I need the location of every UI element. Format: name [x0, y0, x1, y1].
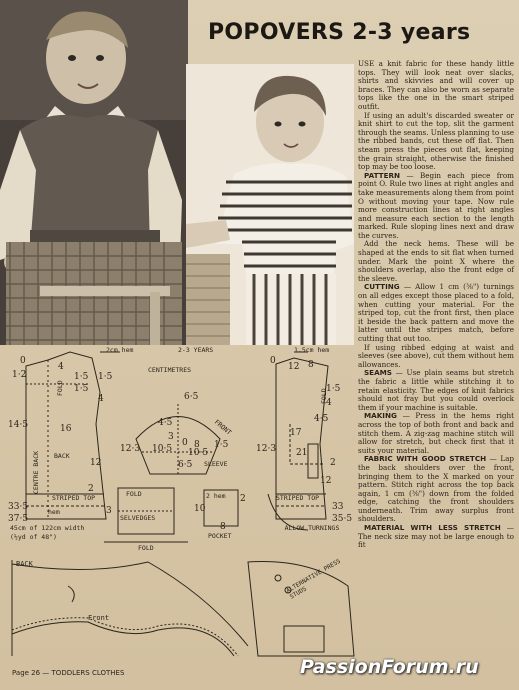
- label-pocket: POCKET: [208, 532, 232, 540]
- num-back: 37·5: [8, 514, 29, 524]
- sketch-label-press-studs: ALTERNATIVE PRESS STUDS: [285, 557, 342, 601]
- num-front: 12: [288, 362, 300, 372]
- num-back: 12: [90, 458, 102, 468]
- heading-less-stretch: MATERIAL WITH LESS STRETCH: [364, 523, 501, 533]
- photo-boy: [0, 0, 188, 345]
- label-fold-front: FOLD: [320, 388, 328, 404]
- heading-making: MAKING: [364, 411, 397, 421]
- num-front: 33: [332, 502, 344, 512]
- label-fold-back: FOLD: [56, 380, 64, 396]
- num-sleeve: 0: [182, 438, 188, 448]
- heading-good-stretch: FABRIC WITH GOOD STRETCH: [364, 454, 487, 464]
- heading-seams: SEAMS: [364, 368, 392, 378]
- num-back: 1·5: [74, 384, 89, 394]
- label-fold-bottom: FOLD: [138, 544, 154, 552]
- num-back: 14·5: [8, 420, 29, 430]
- num-front: 12·3: [256, 444, 277, 454]
- label-allow-turnings: ALLOW TURNINGS: [284, 524, 340, 532]
- num-front: 35·5: [332, 514, 353, 524]
- photo-striped-top: [186, 64, 354, 345]
- num-sleeve: 12·3: [120, 444, 141, 454]
- making-sketch: [8, 556, 358, 658]
- num-pocket: 8: [220, 522, 226, 532]
- label-back: BACK: [54, 452, 70, 460]
- heading-cutting: CUTTING: [364, 282, 400, 292]
- label-striped-top-left: STRIPED TOP: [52, 494, 96, 502]
- num-sleeve: 1·5: [214, 440, 229, 450]
- label-pocket-size: 2 hem: [206, 492, 226, 500]
- num-front: 4·5: [314, 414, 329, 424]
- paragraph-less-stretch: — The neck size may not be large enough to fit: [358, 523, 514, 550]
- num-sleeve: 4·5: [158, 418, 173, 428]
- num-back: 1·2: [12, 370, 27, 380]
- num-back: 4: [58, 362, 64, 372]
- num-sleeve: 10·5: [152, 444, 173, 454]
- sketch-label-back: BACK: [16, 560, 33, 568]
- num-front: 8: [308, 360, 314, 370]
- label-fold-layout: FOLD: [126, 490, 142, 498]
- num-front: 1·5: [326, 384, 341, 394]
- label-front-sleeve: FRONT: [212, 418, 233, 437]
- page-footer: Page 26 — TODDLERS CLOTHES: [12, 669, 125, 677]
- num-pocket: 2: [240, 494, 246, 504]
- paragraph-pattern: — Begin each piece from point O. Rule two lines at right angles and take measurements along them from point O without moving your tape. Now rule more construction lines at right angles and measure each section to the length marked. Rule sloping lines next and draw the curves.: [358, 170, 514, 240]
- num-sleeve: 6·5: [178, 460, 193, 470]
- paragraph-neck-hems: Add the neck hems. These will be shaped at the ends to sit flat when turned under. Mark the point X where the shoulders overlap, also the front edge of the sleeve.: [358, 239, 514, 283]
- watermark: PassionForum.ru: [300, 656, 479, 678]
- pattern-diagram: [8, 344, 356, 554]
- num-back: 33·5: [8, 502, 29, 512]
- num-front: 17: [290, 428, 302, 438]
- label-centimetres: CENTIMETRES: [148, 366, 192, 374]
- num-pocket: 10: [194, 504, 206, 514]
- paragraph-sweater: If using an adult's discarded sweater or knit shirt to cut the top, slit the garment through the seams. Unless planning to use the ribbed bands, cut these off flat. Then steam press the pieces out flat, keeping the grain straight, otherwise the finished top may be too loose.: [358, 110, 515, 172]
- num-sleeve: 3: [168, 432, 174, 442]
- label-selvedges: SELVEDGES: [120, 514, 156, 522]
- num-back: 0: [20, 356, 26, 366]
- heading-pattern: PATTERN: [364, 170, 401, 180]
- label-striped-top-right: STRIPED TOP: [276, 494, 320, 502]
- num-sleeve: 6·5: [184, 392, 199, 402]
- num-back: 1·5: [98, 372, 113, 382]
- num-sleeve: 10·5: [188, 448, 209, 458]
- num-back: 16: [60, 424, 72, 434]
- num-back: 4: [98, 394, 104, 404]
- num-front: 4: [326, 398, 332, 408]
- num-front: 0: [270, 356, 276, 366]
- label-size: 2-3 YEARS: [178, 346, 214, 354]
- label-fabric-imperial: (½yd of 48"): [10, 533, 57, 541]
- label-hem-left: 2cm hem: [106, 346, 134, 354]
- label-fabric: 45cm of 122cm width: [10, 524, 85, 532]
- sketch-label-front: Front: [88, 614, 110, 622]
- paragraph-cutting: — Allow 1 cm (⅜") turnings on all edges except those placed to a fold, when cutting your material. For the striped top, cut the front first, then place it beside the back pattern and move the latter until the stripes match, before cutting that out too.: [358, 282, 514, 343]
- label-hem: hem: [48, 508, 60, 516]
- paragraph-seams: — Use plain seams but stretch the fabric a little while stitching it to retain elasticity. The edges of knit fabrics should not fray but you could overlock them if your machine is suitable.: [358, 368, 514, 412]
- paragraph-ribbed: If using ribbed edging at waist and sleeves (see above), cut them without hem allowances.: [358, 342, 514, 369]
- label-sleeve: SLEEVE: [204, 460, 228, 468]
- num-back: 2: [88, 484, 94, 494]
- label-hem-right: 1.5cm hem: [294, 346, 330, 354]
- num-front: 21: [296, 448, 308, 458]
- num-front: 12: [320, 476, 332, 486]
- num-back: 3: [106, 506, 112, 516]
- paragraph-intro: USE a knit fabric for these handy little tops. They will look neat over slacks, shirts and skivvies and will cover up braces. They can also be worn as separate tops like the one in the smart striped outfit.: [358, 59, 514, 111]
- num-sleeve: 8: [194, 440, 200, 450]
- paragraph-good-stretch: — Lap the back shoulders over the front, bringing them to the X marked on your pattern. Stitch right across the top back again, 1 cm (⅜") down from the folded edge, catching the front shoulders underneath. Trim away surplus front shoulders.: [358, 454, 514, 524]
- page-title: POPOVERS 2-3 years: [208, 20, 471, 45]
- paragraph-making: — Press in the hems right across the top of both front and back and stitch them. A zig-zag machine stitch will allow for stretch, but check first that it suits your material.: [358, 411, 514, 455]
- num-back: 1·5: [74, 372, 89, 382]
- article-text: [358, 60, 514, 550]
- num-front: 2: [330, 458, 336, 468]
- label-centre-back: CENTRE BACK: [32, 450, 40, 494]
